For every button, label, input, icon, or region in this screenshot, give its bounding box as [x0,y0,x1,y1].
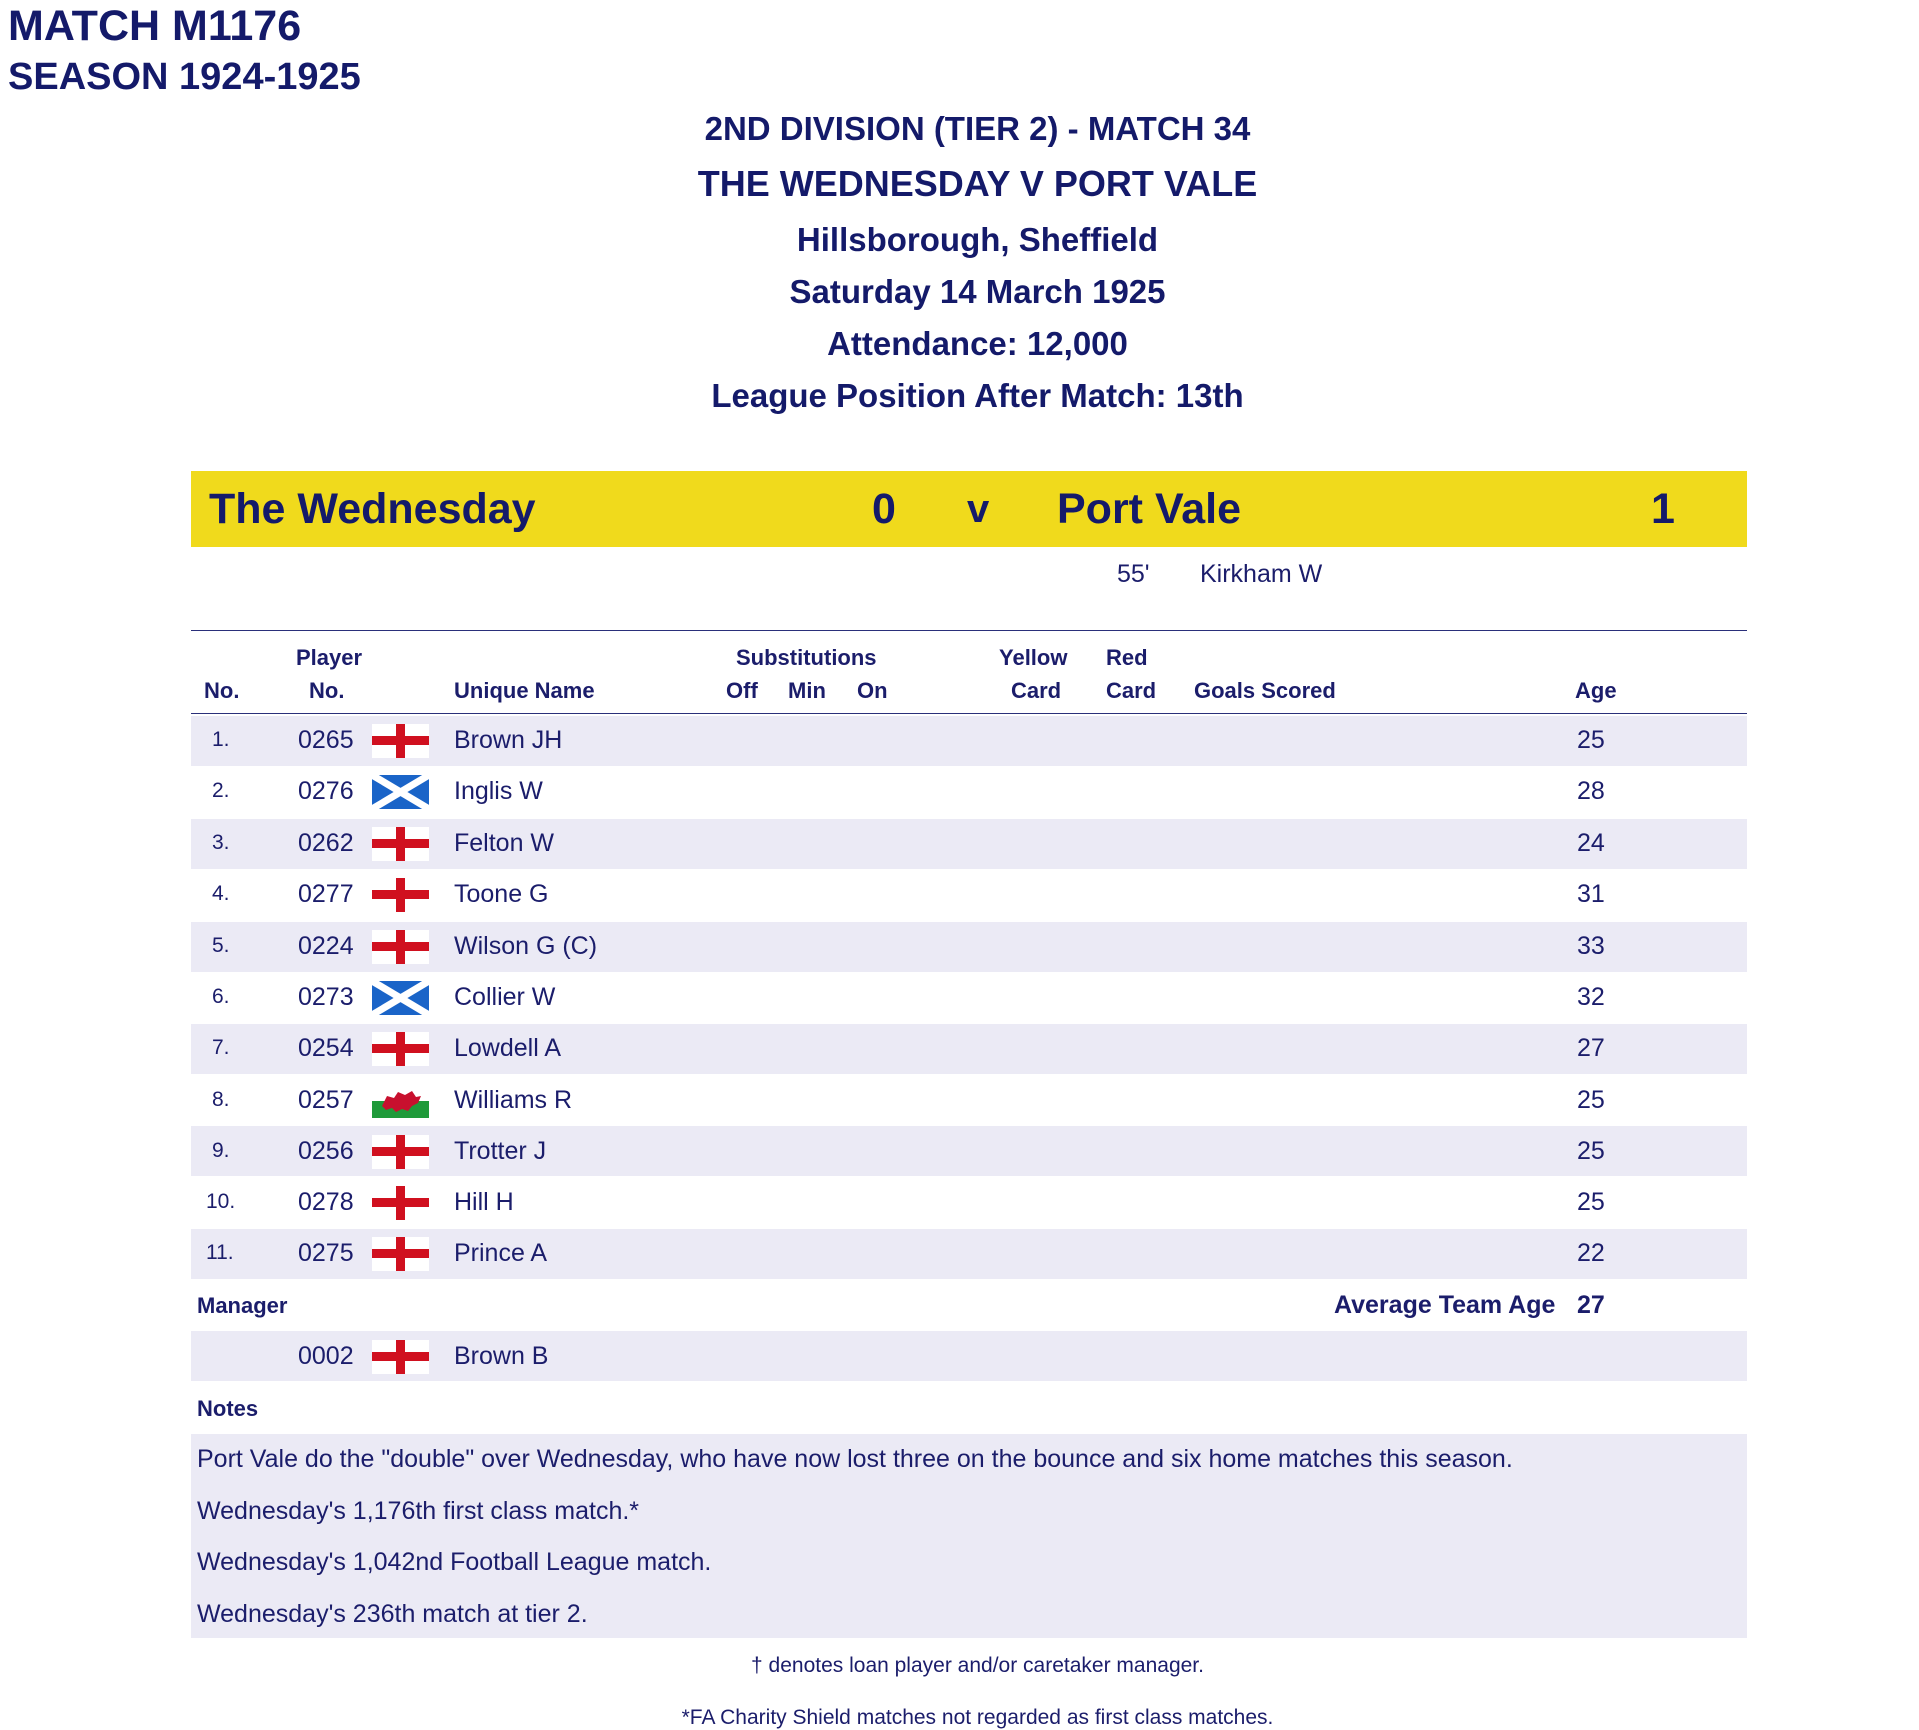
header-unique-name: Unique Name [454,678,595,703]
header-player-top: Player [296,645,363,670]
header-red-bottom: Card [1106,678,1157,703]
notes-label: Notes [197,1396,259,1421]
row-number: 5. [212,934,230,957]
player-age: 27 [1577,1034,1605,1062]
player-age: 31 [1577,880,1605,908]
home-score: 0 [872,485,896,533]
score-bar [191,471,1747,547]
note-line: Port Vale do the "double" over Wednesday, who have now lost three on the bounce and six home matches this season. [197,1445,1513,1473]
table-header-rule [191,713,1747,714]
player-age: 25 [1577,1086,1605,1114]
player-age: 25 [1577,1137,1605,1165]
away-score: 1 [1651,485,1675,533]
away-team-name: Port Vale [1057,485,1242,533]
player-age: 32 [1577,983,1605,1011]
player-name: Toone G [454,880,549,908]
away-goal-scorer: Kirkham W [1200,560,1323,588]
england-flag-icon [372,930,429,964]
player-number: 0278 [298,1188,354,1216]
header-on: On [857,678,888,703]
player-number: 0276 [298,777,354,805]
header-substitutions: Substitutions [736,645,877,670]
player-number: 0262 [298,829,354,857]
note-line: Wednesday's 1,176th first class match.* [197,1497,640,1525]
player-age: 33 [1577,932,1605,960]
versus-label: v [967,487,990,531]
player-number: 0254 [298,1034,354,1062]
footnote-loan: † denotes loan player and/or caretaker manager. [751,1654,1204,1677]
home-team-name: The Wednesday [209,485,536,533]
date-label: Saturday 14 March 1925 [789,273,1166,310]
fixture-title: THE WEDNESDAY V PORT VALE [697,163,1258,204]
venue-label: Hillsborough, Sheffield [796,221,1159,258]
row-number: 1. [212,728,230,751]
england-flag-icon [372,827,429,861]
header-player-bottom: No. [309,678,345,703]
row-number: 9. [212,1139,230,1162]
england-flag-icon [372,1135,429,1169]
player-number: 0277 [298,880,354,908]
average-age-value: 27 [1577,1291,1605,1319]
player-number: 0265 [298,726,354,754]
player-name: Wilson G (C) [454,932,598,960]
england-flag-icon [372,1237,429,1271]
player-age: 28 [1577,777,1605,805]
row-number: 2. [212,779,230,802]
england-flag-icon [372,1032,429,1066]
row-number: 7. [212,1036,230,1059]
header-age: Age [1575,678,1617,703]
england-flag-icon [372,878,429,912]
player-number: 0275 [298,1239,354,1267]
player-number: 0256 [298,1137,354,1165]
scotland-flag-icon [372,775,429,809]
competition-title: 2ND DIVISION (TIER 2) - MATCH 34 [704,110,1251,147]
attendance-label: Attendance: 12,000 [827,325,1128,362]
manager-name: Brown B [454,1342,549,1370]
player-number: 0224 [298,932,354,960]
season-label: SEASON 1924-1925 [8,56,361,98]
player-number: 0257 [298,1086,354,1114]
table-top-rule [191,630,1747,631]
header-yellow-bottom: Card [1011,678,1062,703]
header-goals-scored: Goals Scored [1194,678,1336,703]
row-number: 11. [206,1241,234,1264]
note-line: Wednesday's 236th match at tier 2. [197,1600,588,1628]
header-red-top: Red [1106,645,1148,670]
league-position-label: League Position After Match: 13th [711,377,1244,414]
header-no: No. [204,678,240,703]
england-flag-icon [372,1186,429,1220]
footnote-charity-shield: *FA Charity Shield matches not regarded as first class matches. [681,1706,1274,1729]
row-number: 6. [212,985,230,1008]
player-name: Trotter J [454,1137,547,1165]
row-number: 8. [212,1088,230,1111]
row-number: 10. [206,1190,236,1213]
player-name: Brown JH [454,726,563,754]
player-age: 25 [1577,726,1605,754]
player-name: Prince A [454,1239,548,1267]
match-id: MATCH M1176 [8,2,302,50]
player-name: Inglis W [454,777,543,805]
away-goal-minute: 55' [1117,560,1150,588]
header-min: Min [788,678,826,703]
player-age: 22 [1577,1239,1605,1267]
manager-number: 0002 [298,1342,354,1370]
england-flag-icon [372,724,429,758]
average-age-label: Average Team Age [1334,1291,1556,1319]
player-name: Williams R [454,1086,573,1114]
scotland-flag-icon [372,981,429,1015]
header-yellow-top: Yellow [999,645,1068,670]
player-number: 0273 [298,983,354,1011]
note-line: Wednesday's 1,042nd Football League match. [197,1548,712,1576]
player-name: Collier W [454,983,556,1011]
player-age: 25 [1577,1188,1605,1216]
player-name: Felton W [454,829,555,857]
row-number: 4. [212,882,230,905]
player-age: 24 [1577,829,1605,857]
player-name: Hill H [454,1188,514,1216]
header-off: Off [726,678,758,703]
row-number: 3. [212,831,230,854]
player-name: Lowdell A [454,1034,562,1062]
manager-label: Manager [197,1293,288,1318]
wales-flag-icon [372,1084,429,1118]
england-flag-icon [372,1340,429,1374]
